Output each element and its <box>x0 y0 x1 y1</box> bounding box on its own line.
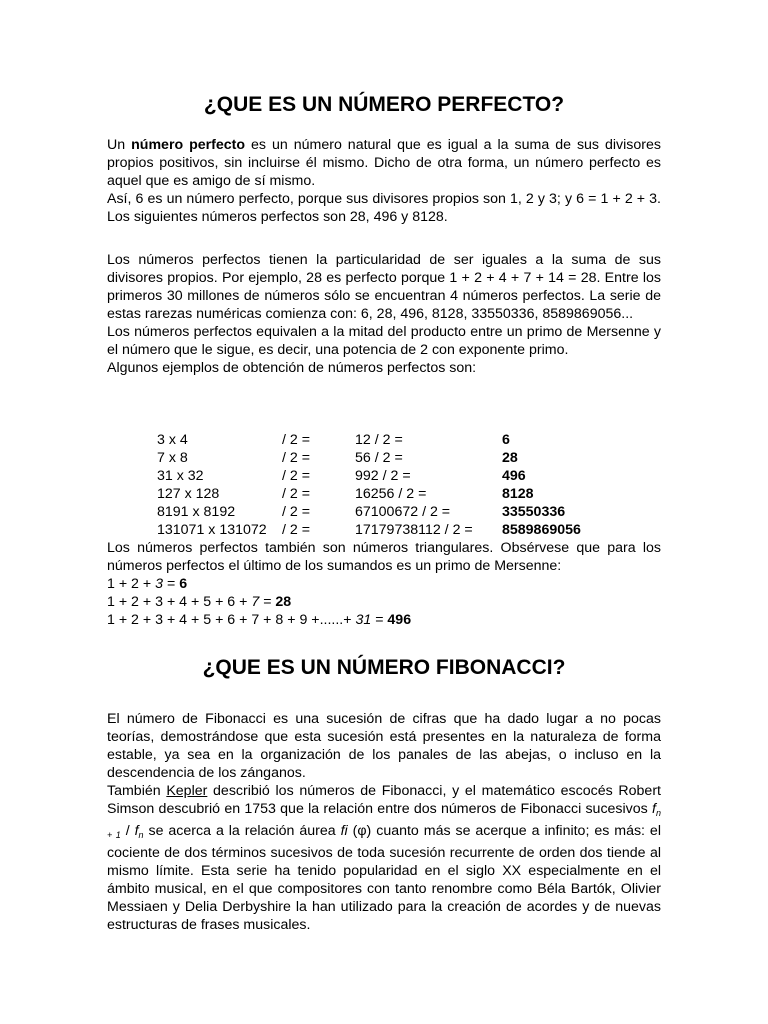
step-cell: 56 / 2 = <box>355 450 403 466</box>
sum-equals: = <box>371 612 388 628</box>
calc-row <box>157 521 581 539</box>
triangular-sum-line <box>107 593 661 611</box>
sum-last-term: 3 <box>155 576 164 592</box>
step-cell: 67100672 / 2 = <box>355 504 451 520</box>
result-cell: 8128 <box>502 486 534 502</box>
sum-last-term: 7 <box>251 594 260 610</box>
fib-p2-mid2: se acerca a la relación áurea <box>148 823 336 839</box>
product-cell: 3 x 4 <box>157 432 188 448</box>
mersenne-paragraph: Los números perfectos equivalen a la mitad del producto entre un primo de Mersenne y el número que le sigue, es decir, una potencia de 2 con exponente primo. <box>107 324 661 358</box>
definition-intro: Un <box>107 137 126 153</box>
sum-result: 6 <box>179 576 188 592</box>
calc-row <box>157 467 581 485</box>
sum-equals: = <box>163 576 180 592</box>
step-cell: 16256 / 2 = <box>355 486 427 502</box>
examples-intro: Algunos ejemplos de obtención de números perfectos son: <box>107 360 477 376</box>
fibonacci-section <box>107 710 661 934</box>
product-cell: 131071 x 131072 <box>157 522 267 538</box>
calc-row <box>157 449 581 467</box>
calc-row <box>157 485 581 503</box>
sum-equals: = <box>259 594 276 610</box>
example-paragraph: Así, 6 es un número perfecto, porque sus divisores propios son 1, 2 y 3; y 6 = 1 + 2 + 3. Los siguientes números perfectos son 28, 496 y 8128. <box>107 191 661 225</box>
fib-p2-start: También <box>107 783 161 799</box>
fib-p2-end: cuanto más se acerque a infinito; es más: el cociente de dos términos sucesivos de toda sucesión recurrente de orden dos tiende al mismo límite. Esta serie ha tenido popularidad en el siglo XX especialmente en el ámbito musical, en el que compositores con tanto renombre como Béla Bartók, Olivier Messiaen y Delia Derbyshire la han utilizado para la creación de acordes y de nuevas estructuras de frases musicales. <box>107 823 661 933</box>
perfect-number-calculation-table <box>157 431 581 539</box>
triangular-sums <box>107 575 661 629</box>
section-title-fibonacci: ¿QUE ES UN NÚMERO FIBONACCI? <box>202 656 566 679</box>
divide-cell: / 2 = <box>282 522 311 538</box>
divide-cell: / 2 = <box>282 468 311 484</box>
kepler-link[interactable]: Kepler <box>166 783 208 799</box>
particularity-paragraph: Los números perfectos tienen la particularidad de ser iguales a la suma de sus divisores propios. Por ejemplo, 28 es perfecto porque 1 + 2 + 4 + 7 + 14 = 28. Entre los primeros 30 millones de números sólo se encuentran 4 números perfectos. La serie de estas rarezas numéricas comienza con: 6, 28, 496, 8128, 33550336, 8589869056... <box>107 252 661 322</box>
fi-symbol: fi <box>340 823 348 839</box>
triangular-sum-line <box>107 611 661 629</box>
sum-result: 28 <box>275 594 292 610</box>
result-cell: 28 <box>502 450 518 466</box>
triangular-section <box>107 539 661 629</box>
definition-paragraph <box>107 136 661 190</box>
result-cell: 33550336 <box>502 504 566 520</box>
formula-sub-n1: n + 1 <box>107 808 661 840</box>
fibonacci-paragraph-2 <box>107 782 661 934</box>
divide-cell: / 2 = <box>282 504 311 520</box>
section-title-perfect-number: ¿QUE ES UN NÚMERO PERFECTO? <box>203 93 565 116</box>
sum-last-term: 31 <box>355 612 372 628</box>
formula-sub-n: n <box>138 830 144 840</box>
sum-head: 1 + 2 + 3 + 4 + 5 + 6 + 7 + 8 + 9 +......+ <box>107 612 356 628</box>
divide-cell: / 2 = <box>282 486 311 502</box>
step-cell: 12 / 2 = <box>355 432 403 448</box>
product-cell: 127 x 128 <box>157 486 220 502</box>
perfect-number-details <box>107 251 661 377</box>
triangular-sum-line <box>107 575 661 593</box>
product-cell: 31 x 32 <box>157 468 204 484</box>
result-cell: 8589869056 <box>502 522 581 538</box>
perfect-number-definition <box>107 136 661 226</box>
calc-row <box>157 431 581 449</box>
step-cell: 17179738112 / 2 = <box>355 522 473 538</box>
fibonacci-paragraph-1: El número de Fibonacci es una sucesión de cifras que ha dado lugar a no pocas teorías, demostrándose que esta sucesión está presentes en la naturaleza de forma estable, ya sea en la organización de los panales de las abejas, o incluso en la descendencia de los zánganos. <box>107 711 661 781</box>
formula-slash: / <box>120 823 135 839</box>
result-cell: 496 <box>502 468 526 484</box>
divide-cell: / 2 = <box>282 432 311 448</box>
divide-cell: / 2 = <box>282 450 311 466</box>
product-cell: 7 x 8 <box>157 450 188 466</box>
sum-head: 1 + 2 + 3 + 4 + 5 + 6 + <box>107 594 252 610</box>
result-cell: 6 <box>502 432 510 448</box>
sum-result: 496 <box>387 612 412 628</box>
phi-symbol: (φ) <box>352 823 372 839</box>
calc-table-body <box>157 431 581 539</box>
calc-row <box>157 503 581 521</box>
triangular-paragraph: Los números perfectos también son números triangulares. Obsérvese que para los números perfectos el último de los sumandos es un primo de Mersenne: <box>107 540 661 574</box>
sum-head: 1 + 2 + <box>107 576 156 592</box>
product-cell: 8191 x 8192 <box>157 504 236 520</box>
bold-term: número perfecto <box>131 137 246 153</box>
fib-p2-mid: describió los números de Fibonacci, y el matemático escocés Robert Simson descubrió en 1753 que la relación entre dos números de Fibonacci sucesivos <box>107 783 661 817</box>
definition-rest: es un número natural que es igual a la suma de sus divisores propios positivos, sin incluirse él mismo. Dicho de otra forma, un número perfecto es aquel que es amigo de sí mismo. <box>107 137 661 189</box>
step-cell: 992 / 2 = <box>355 468 411 484</box>
formula-f1: f <box>652 801 656 817</box>
formula-f2: f <box>134 823 139 839</box>
